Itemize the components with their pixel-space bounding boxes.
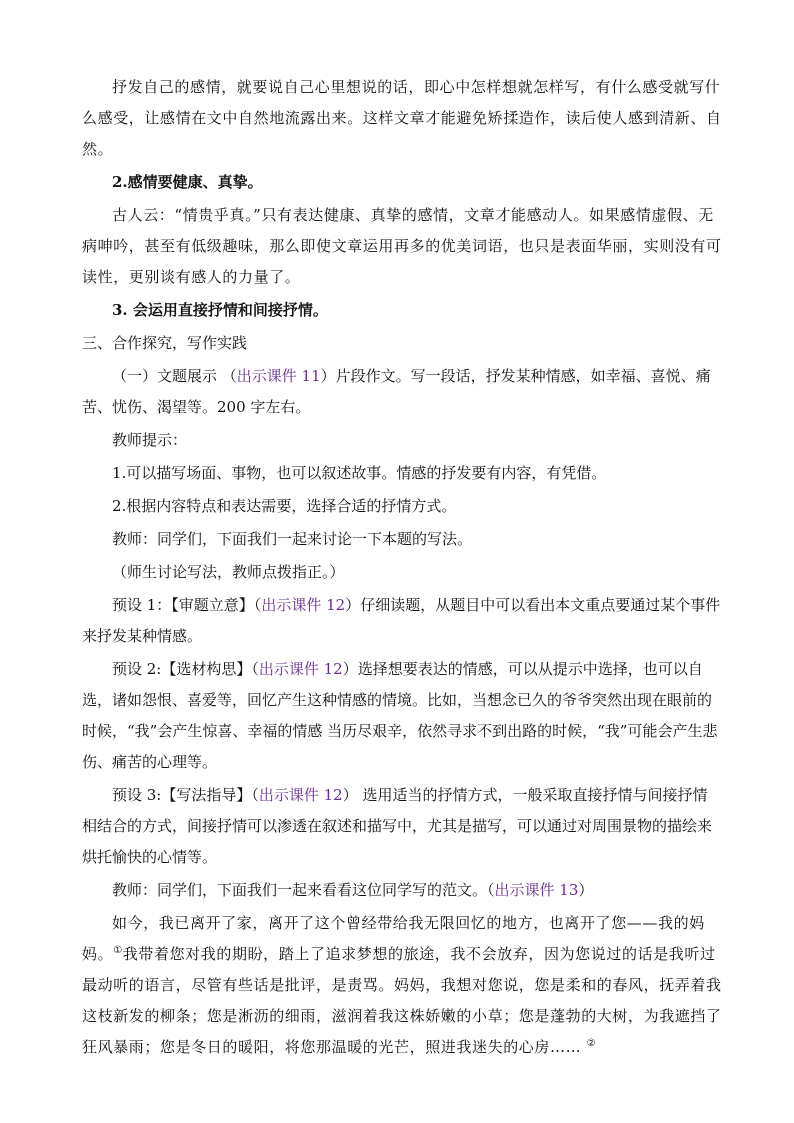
preset-3-text: ） 选用适当的抒情方式，一般采取直接抒情与间接抒情相结合的方式，间接抒情可以渗透在叙述和描写中，尤其是描写，可以通过对周围景物的描绘来烘托愉快的心情等。 [82, 786, 713, 866]
sample-essay-paragraph [82, 908, 722, 1063]
sample-essay-text-2: 我带着您对我的期盼，踏上了追求梦想的旅途，我不会放弃，因为您说过的话是我听过最动听的语言，尽管有些话是批评，是责骂。妈妈，我想对您说，您是柔和的春风，抚弄着我这枝新发的柳条；您是淅沥的细雨，滋润着我这株娇嫩的小草；您是蓬勃的大树，为我遮挡了狂风暴雨；您是冬日的暖阳，将您那温暖的光芒，照进我迷失的心房…… [82, 945, 722, 1056]
topic-display-text: （一）文题展示 （ [112, 367, 237, 385]
teacher-sample-text: 教师：同学们，下面我们一起来看看这位同学写的范文。（ [112, 881, 495, 899]
tip-1: 1.可以描写场面、事物，也可以叙述故事。情感的抒发要有内容，有凭借。 [112, 464, 607, 482]
section-3-heading: 三、合作探究，写作实践 [82, 334, 248, 352]
courseware-link-12-b: 出示课件 12 [258, 660, 343, 678]
preset-1-label: 预设 1：【审题立意】（ [112, 596, 262, 614]
preset-2-text: ）选择想要表达的情感，可以从提示中选择，也可以自选，诸如怨恨、喜爱等，回忆产生这种情感的情境。比如，当想念已久的爷爷突然出现在眼前的时候，“我”会产生惊喜、幸福的情感 当历尽艰辛，依然寻求不到出路的时候，“我”可能会产生悲伤、痛苦的心理等。 [82, 660, 718, 771]
preset-2-paragraph [82, 654, 722, 778]
annotation-mark-1: ① [113, 945, 123, 956]
point-2-heading: 2.感情要健康、真挚。 [112, 173, 263, 191]
paragraph-express-feelings: 抒发自己的感情，就要说自己心里想说的话，即心中怎样想就怎样写，有什么感受就写什么感受，让感情在文中自然地流露出来。这样文章才能避免矫揉造作，读后使人感到清新、自然。 [82, 78, 722, 158]
courseware-link-12-a: 出示课件 12 [261, 596, 346, 614]
paragraph-ancient-saying: 古人云：“情贵乎真。”只有表达健康、真挚的感情，文章才能感动人。如果感情虚假、无病呻吟，甚至有低级趣味，那么即使文章运用再多的优美词语，也只是表面华丽，实则没有可读性，更别谈有感人的力量了。 [82, 206, 722, 286]
preset-1-text: ）仔细读题，从题目中可以看出本文重点要通过某个事件来抒发某种情感。 [82, 596, 721, 645]
document-body [82, 72, 722, 1063]
topic-display-text-rest: ）片段作文。写一段话，抒发某种情感，如幸福、喜悦、痛苦、忧伤、渴望等。200 字左右。 [82, 367, 711, 416]
preset-3-label: 预设 3:【写法指导】（ [112, 786, 259, 804]
preset-2-label: 预设 2:【选材构思】（ [112, 660, 259, 678]
sample-essay-text-1: 如今，我已离开了家，离开了这个曾经带给我无限回忆的地方，也离开了您——我的妈妈。 [82, 914, 705, 963]
point-3-heading: 3. 会运用直接抒情和间接抒情。 [112, 301, 328, 319]
preset-3-paragraph [82, 780, 722, 873]
topic-display-paragraph [82, 361, 722, 423]
teacher-sample-line [82, 875, 722, 906]
teacher-tips-label: 教师提示： [112, 431, 188, 449]
courseware-link-11: 出示课件 11 [236, 367, 321, 385]
tip-2: 2.根据内容特点和表达需要，选择合适的抒情方式。 [112, 497, 457, 515]
teacher-sample-close: ） [578, 881, 594, 899]
annotation-mark-2: ② [586, 1038, 597, 1049]
discussion-note: （师生讨论写法，教师点拨指正。） [112, 563, 345, 581]
preset-1-paragraph [82, 590, 722, 652]
courseware-link-12-c: 出示课件 12 [258, 786, 343, 804]
teacher-discussion-line: 教师：同学们，下面我们一起来讨论一下本题的写法。 [112, 530, 473, 548]
courseware-link-13: 出示课件 13 [494, 881, 579, 899]
